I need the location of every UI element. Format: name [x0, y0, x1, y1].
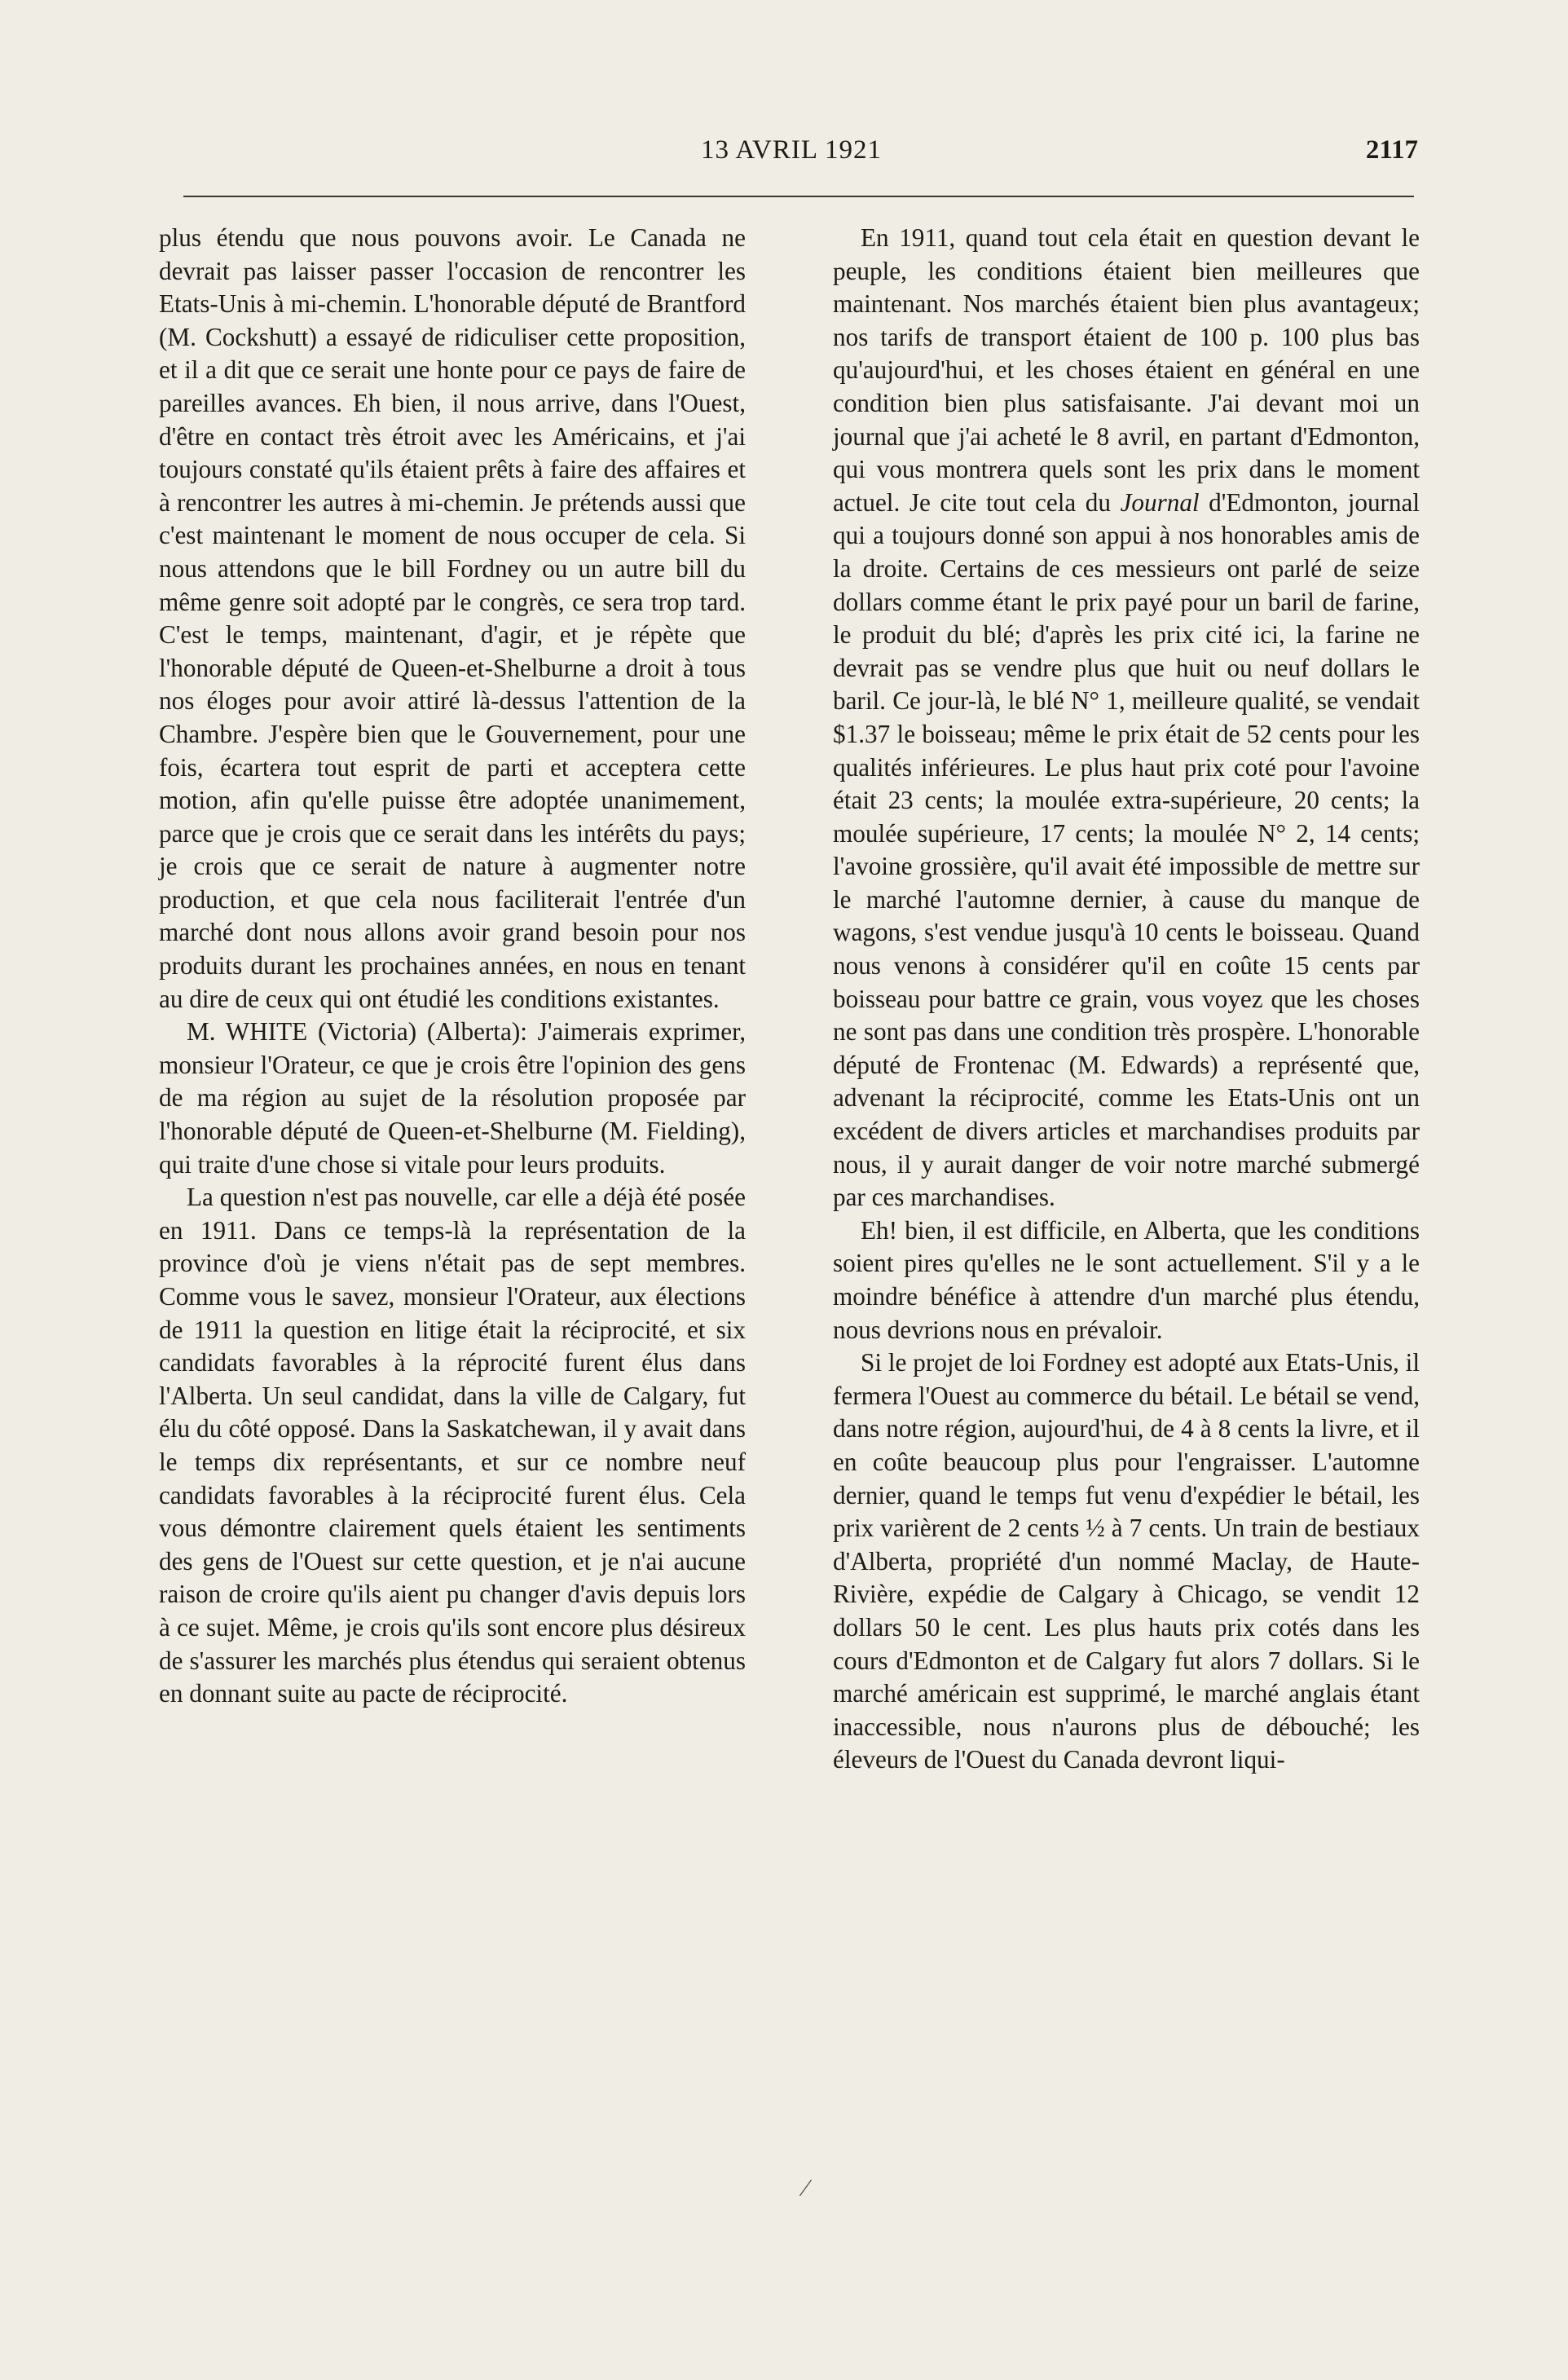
left-paragraph-1: plus étendu que nous pouvons avoir. Le Canada ne devrait pas laisser passer l'occasion de rencontrer les Etats-Unis à mi-chemin. L'honorable député de Brantford (M. Cockshutt) a essayé de ridiculiser cette proposition, et il a dit que ce serait une honte pour ce pays de faire de pareilles avances. Eh bien, il nous arrive, dans l'Ouest, d'être en contact très étroit avec les Américains, et j'ai toujours constaté qu'ils étaient prêts à faire des affaires et à rencontrer les autres à mi-chemin. Je prétends aussi que c'est maintenant le moment de nous occuper de cela. Si nous attendons que le bill Fordney ou un autre bill du même genre soit adopté par le congrès, ce sera trop tard. C'est le temps, maintenant, d'agir, et je répète que l'honorable député de Queen-et-Shelburne a droit à tous nos éloges pour avoir attiré là-dessus l'attention de la Chambre. J'espère bien que le Gouvernement, pour une fois, écartera tout esprit de parti et acceptera cette motion, afin qu'elle puisse être adoptée unanimement, parce que je crois que ce serait dans les intérêts du pays; je crois que ce serait de nature à augmenter notre production, et que cela nous faciliterait l'entrée d'un marché dont nous allons avoir grand besoin pour nos produits durant les prochaines années, en nous en tenant au dire de ceux qui ont étudié les conditions existantes. — [159, 223, 746, 1013]
journal-title: Journal — [1120, 487, 1200, 517]
left-column — [159, 222, 746, 1711]
pen-mark: ⁄ — [804, 2175, 808, 2202]
left-paragraph-2: M. WHITE (Victoria) (Alberta): J'aimerais exprimer, monsieur l'Orateur, ce que je crois être l'opinion des gens de ma région au sujet de la résolution proposée par l'honorable député de Queen-et-Shelburne (M. Fielding), qui traite d'une chose si vitale pour leurs produits. — [159, 1017, 746, 1179]
right-paragraph-2: Eh! bien, il est difficile, en Alberta, que les conditions soient pires qu'elles ne le sont actuellement. S'il y a le moindre bénéfice à attendre d'un marché plus étendu, nous devrions nous en prévaloir. — [833, 1215, 1420, 1344]
header-date: 13 AVRIL 1921 — [701, 135, 883, 165]
page-header — [701, 135, 1418, 176]
right-column — [833, 222, 1420, 1777]
page-number: 2117 — [1365, 135, 1418, 165]
right-paragraph-1-text: En 1911, quand tout cela était en question devant le peuple, les conditions étaient bien meilleures que maintenant. Nos marchés étaient bien plus avantageux; nos tarifs de transport étaient de 100 p. 100 plus bas qu'aujourd'hui, et les choses étaient en général en une condition bien plus satisfaisante. J'ai devant moi un journal que j'ai acheté le 8 avril, en partant d'Edmonton, qui vous montrera quels sont les prix dans le moment actuel. Je cite tout cela du — [833, 223, 1420, 517]
left-paragraph-3: La question n'est pas nouvelle, car elle a déjà été posée en 1911. Dans ce temps-là la représentation de la province d'où je viens n'était pas de sept membres. Comme vous le savez, monsieur l'Orateur, aux élections de 1911 la question en litige était la réciprocité, et six candidats favorables à la réprocité furent élus dans l'Alberta. Un seul candidat, dans la ville de Calgary, fut élu du côté opposé. Dans la Saskatchewan, il y avait dans le temps dix représentants, et sur ce nombre neuf candidats favorables à la réciprocité furent élus. Cela vous démontre clairement quels étaient les sentiments des gens de l'Ouest sur cette question, et je n'ai aucune raison de croire qu'ils aient pu changer d'avis depuis lors à ce sujet. Même, je crois qu'ils sont encore plus désireux de s'assurer les marchés plus étendus qui seraient obtenus en donnant suite au pacte de réciprocité. — [159, 1183, 746, 1708]
right-paragraph-1-rest: d'Edmonton, journal qui a toujours donné son appui à nos honorables amis de la droite. Certains de ces messieurs ont parlé de seize dollars comme étant le prix payé pour un baril de farine, le produit du blé; d'après les prix cité ici, la farine ne devrait pas se vendre plus que huit ou neuf dollars le baril. Ce jour-là, le blé N° 1, meilleure qualité, se vendait $1.37 le boisseau; même le prix était de 52 cents pour les qualités inférieures. Le plus haut prix coté pour l'avoine était 23 cents; la moulée extra-supérieure, 20 cents; la moulée supérieure, 17 cents; la moulée N° 2, 14 cents; l'avoine grossière, qu'il avait été impossible de mettre sur le marché l'automne dernier, à cause du manque de wagons, s'est vendue jusqu'à 10 cents le boisseau. Quand nous venons à considérer qu'il en coûte 15 cents par boisseau pour battre ce grain, vous voyez que les choses ne sont pas dans une condition très prospère. L'honorable député de Frontenac (M. Edwards) a représenté que, advenant la réciprocité, comme les Etats-Unis ont un excédent de divers articles et marchandises produits par nous, il y aurait danger de voir notre marché submergé par ces marchandises. — [833, 487, 1420, 1212]
right-paragraph-1 — [833, 222, 1420, 1214]
header-rule — [183, 196, 1414, 197]
right-paragraph-3: Si le projet de loi Fordney est adopté aux Etats-Unis, il fermera l'Ouest au commerce du bétail. Le bétail se vend, dans notre région, aujourd'hui, de 4 à 8 cents la livre, et il en coûte beaucoup plus pour l'engraisser. L'automne dernier, quand le temps fut venu d'expédier le bétail, les prix varièrent de 2 cents ½ à 7 cents. Un train de bestiaux d'Alberta, propriété d'un nommé Maclay, de Haute-Rivière, expédie de Calgary à Chicago, se vendit 12 dollars 50 le cent. Les plus hauts prix cotés dans les cours d'Edmonton et de Calgary fut alors 7 dollars. Si le marché américain est supprimé, le marché anglais étant inaccessible, nous n'aurons plus de débouché; les éleveurs de l'Ouest du Canada devront liqui- — [833, 1348, 1420, 1774]
